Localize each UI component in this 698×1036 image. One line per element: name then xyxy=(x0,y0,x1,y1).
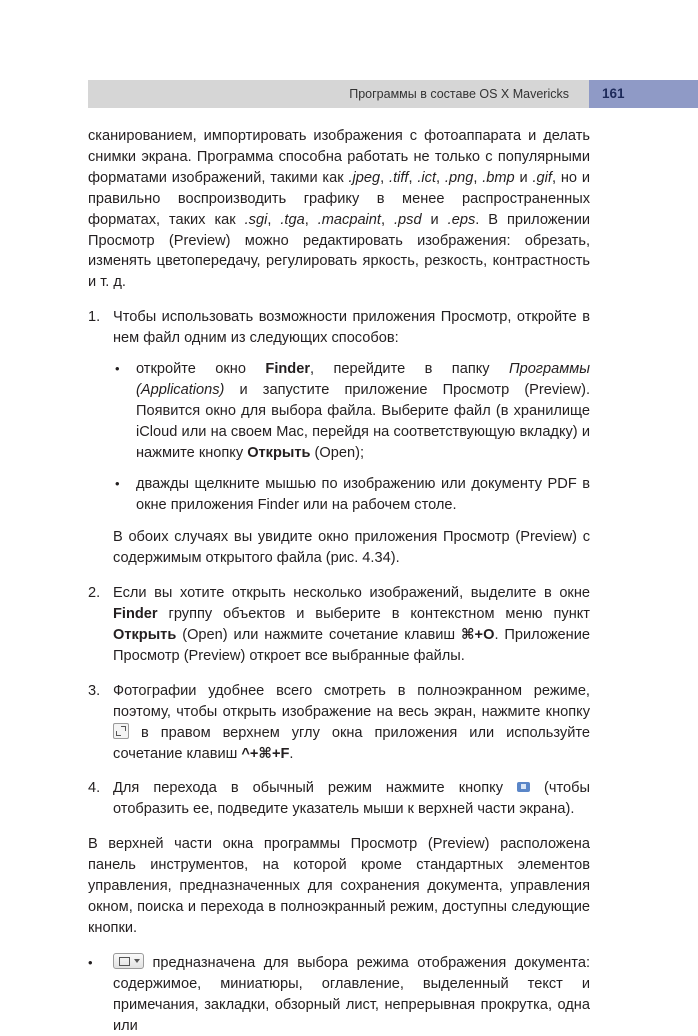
open-label: Открыть xyxy=(247,444,311,461)
text: , но и правильно воспроизводить графику в менее распространенных форматах, таких как xyxy=(88,169,591,228)
format-name: .psd xyxy=(394,211,422,228)
bullet-dot: • xyxy=(88,954,93,970)
header-band xyxy=(88,80,589,108)
bullet-list xyxy=(113,359,590,515)
finder-label: Finder xyxy=(265,361,311,378)
step-4: 4. Для перехода в обычный режим нажмите кнопку (чтобы отобразить ее, подведите указатель мыши к верхней части экрана). xyxy=(88,780,590,818)
intro-paragraph: сканированием, импортировать изображения с фотоаппарата и делать снимки экрана. Программа способна работать не только с популярными форматами изображений, такими как .jpeg, .tiff, .ict, .png, .bmp и .gif, но и правильно воспроизводить графику в менее распространенных форматах, таких как .sgi, .tga, .macpaint, .psd и .eps. В приложении Просмотр (Preview) можно редактировать изображения: обрезать, изменять цветопередачу, регулировать яркость, резкость, контрастность и т. д. xyxy=(88,128,591,291)
step-text: Чтобы использовать возможности приложения Просмотр, откройте в нем файл одним из следующих способов: xyxy=(113,309,590,347)
format-name: .sgi xyxy=(244,211,268,228)
step-number: 4. xyxy=(88,780,101,797)
step-1 xyxy=(88,307,590,569)
shortcut-fullscreen: ^+⌘+F xyxy=(241,745,290,762)
bullet-dot: • xyxy=(115,361,120,377)
page-number: 161 xyxy=(602,86,625,101)
header-title: Программы в составе OS X Mavericks xyxy=(349,87,569,101)
bullet-item-view-mode: • предназначена для выбора режима отображения документа: содержимое, миниатюры, оглавление, выделенный текст и примечания, закладки, обзорный лист, непрерывная прокрутка, одна или xyxy=(88,954,590,1034)
text: сканированием, импортировать изображения с фотоаппарата и делать снимки экрана. Программа способна работать не только с популярными форматами изображений, такими как xyxy=(88,128,590,186)
finder-label: Finder xyxy=(113,606,158,623)
format-name: .tga xyxy=(280,211,305,228)
format-name: .ict xyxy=(417,169,437,186)
step-number: 1. xyxy=(88,309,101,326)
bullet-item-double-click: • дважды щелкните мышью по изображению или документу PDF в окне приложения Finder или на рабочем столе. xyxy=(115,475,590,513)
shortcut-cmd-o: ⌘+O xyxy=(461,627,495,644)
running-header xyxy=(88,80,698,108)
format-name: .png xyxy=(444,169,474,186)
bullet-item-finder: • откройте окно Finder, перейдите в папку Программы (Applications) и запустите приложение Просмотр (Preview). Появится окно для выбора файла. Выберите файл (в хранилище iCloud или на своем Mac, перейдя на соответствующую вкладку) и нажмите кнопку Открыть (Open); xyxy=(115,361,590,461)
page-number-box xyxy=(589,80,698,108)
bullet-dot: • xyxy=(115,475,120,491)
format-name: .jpeg xyxy=(348,169,381,186)
step-number: 2. xyxy=(88,585,101,602)
toolbar-paragraph: В верхней части окна программы Просмотр (Preview) расположена панель инструментов, на которой кроме стандартных элементов управления, предназначенных для сохранения документа, управления окном, поиска и перехода в полноэкранный режим, доступны следующие кнопки. xyxy=(88,836,590,936)
step-3: 3. Фотографии удобнее всего смотреть в полноэкранном режиме, поэтому, чтобы открыть изображение на весь экран, нажмите кнопку в правом верхнем углу окна приложения или используйте сочетание клавиш ^+⌘+F. xyxy=(88,682,590,762)
format-name: .bmp xyxy=(482,169,515,186)
step-2: 2. Если вы хотите открыть несколько изображений, выделите в окне Finder группу объектов и выберите в контекстном меню пункт Открыть (Open) или нажмите сочетание клавиш ⌘+O. Приложение Просмотр (Preview) откроет все выбранные файлы. xyxy=(88,585,590,664)
open-label: Открыть xyxy=(113,627,177,644)
view-mode-icon xyxy=(113,953,144,969)
step-1-result: В обоих случаях вы увидите окно приложения Просмотр (Preview) с содержимым открытого файла (рис. 4.34). xyxy=(113,529,590,567)
fullscreen-icon xyxy=(113,723,129,739)
step-number: 3. xyxy=(88,682,101,699)
exit-fullscreen-icon xyxy=(517,782,530,792)
format-name: .eps xyxy=(447,211,476,228)
folder-name: Программы (Applications) xyxy=(136,361,590,398)
page-content xyxy=(88,126,590,1036)
format-name: .tiff xyxy=(389,169,409,186)
text: . В приложении Просмотр (Preview) можно редактировать изображения: обрезать, изменять цветопередачу, регулировать яркость, резкость, контрастность и т. д. xyxy=(88,211,591,291)
format-name: .gif xyxy=(532,169,552,186)
format-name: .macpaint xyxy=(317,211,381,228)
